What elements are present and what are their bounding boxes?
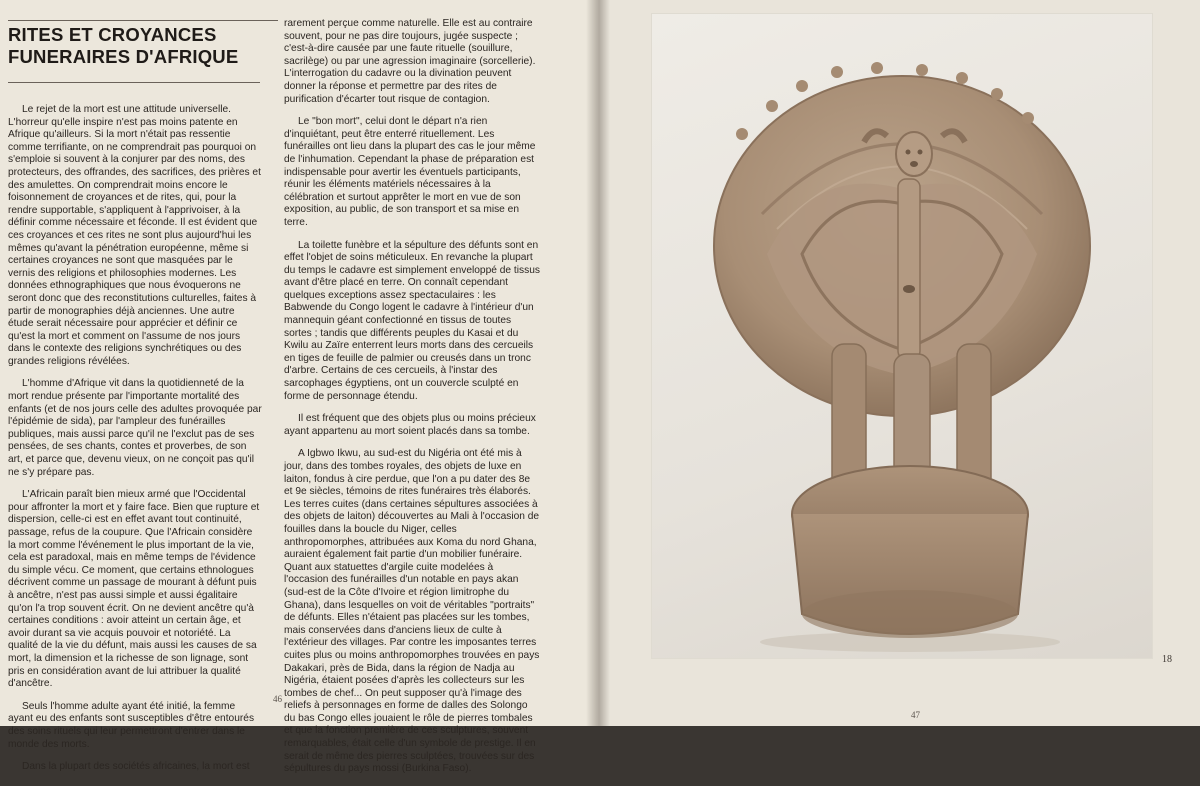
title-line-2: FUNERAIRES D'AFRIQUE bbox=[8, 46, 239, 67]
paragraph: Le "bon mort", celui dont le départ n'a rien d'inquiétant, peut être enterré rituellement. Les funérailles ont lieu dans la plupart des cas le jour même de l'inhumation. Cependant la phase de préparation est indispensable pour avertir les éventuels participants, réunir les éléments matériels nécessaires à la célébration et surtout apprêter le mort en vue de son exposition, au public, de son transport et sa mise en terre. bbox=[284, 116, 536, 228]
text-column-right bbox=[284, 18, 540, 786]
paragraph: Le rejet de la mort est une attitude universelle. L'horreur qu'elle inspire n'est pas moins patente en Afrique qu'ailleurs. Si la mort n'était pas ressentie comme terrifiante, on ne comprendrait pas pourquoi on s'emploie si souvent à la conjurer par des noms, des protecteurs, des offrandes, des sacrifices, des prières et des amulettes. On comprendrait moins encore le foisonnement de croyances et de rites, qui, pour la rendre supportable, s'appliquent à l'apprivoiser, à la définir comme nécessaire et féconde. Il est évident que ces croyances et ces rites ne sont plus aujourd'hui les mêmes qu'avant la pénétration européenne, même si certaines croyances ne sont que masquées par le vernis des religions et philosophies modernes. Les données ethnographiques que nous évoquerons ne seront donc que des reconstitutions culturelles, faites à partir de monographies déjà anciennes. Une autre étude serait nécessaire pour apprécier et définir ce qu'est la mort et comment on l'assume de nos jours dans le contexte des religions synchrétiques ou des grandes religions révélées. bbox=[8, 104, 261, 367]
page-number-left: 46 bbox=[273, 694, 282, 704]
paragraph: Dans la plupart des sociétés africaines, la mort est bbox=[22, 761, 250, 773]
title-bottom-rule bbox=[8, 82, 260, 83]
title-line-1: RITES ET CROYANCES bbox=[8, 24, 217, 45]
page-title bbox=[8, 24, 278, 68]
book-gutter-shadow bbox=[586, 0, 610, 726]
page-number-right: 47 bbox=[911, 710, 920, 720]
text-column-left bbox=[8, 104, 262, 784]
paragraph: L'Africain paraît bien mieux armé que l'Occidental pour affronter la mort et y faire face. Bien que rupture et dispersion, celle-ci est en effet avant tout continuité, passage, refus de la coupure. Que l'Africain considère la mort comme l'événement le plus important de la vie, cela est paradoxal, mais en même temps de l'évidence du simple vécu. Ce moment, que certains ethnologues décrivent comme un passage de mourant à défunt puis à ancêtre, n'est pas aussi simple et aussi égalitaire qu'on l'a trop souvent écrit. On ne devient ancêtre qu'à certaines conditions : avoir atteint un certain âge, et avoir durant sa vie acquis pouvoir et notoriété. La qualité de la vie du défunt, mais aussi les causes de sa mort, la dimension et la richesse de son lignage, sont pris en considération avant de lui attribuer la qualité d'ancêtre. bbox=[8, 489, 260, 690]
paragraph: La toilette funèbre et la sépulture des défunts sont en effet l'objet de soins méticuleux. En revanche la plupart du temps le cadavre est simplement enveloppé de tissus avant d'être placé en terre. On connaît cependant quelques exceptions assez spectaculaires : les Babwende du Congo logent le cadavre à l'intérieur d'un mannequin géant confectionné en tissus de toutes sortes ; tandis que différents peuples du Kasai et du Kwilu au Zaïre enterrent leurs morts dans des cercueils en tiges de feuille de palmier ou creusés dans un tronc d'arbre. Certains de ces cercueils, à l'instar des sarcophages égyptiens, ont un couvercle sculpté en forme de personnage étendu. bbox=[284, 239, 540, 402]
terracotta-sculpture-photo bbox=[652, 14, 1152, 658]
left-page bbox=[0, 0, 598, 775]
sculpture-illustration bbox=[652, 14, 1152, 658]
paragraph: Seuls l'homme adulte ayant été initié, la femme ayant eu des enfants sont susceptibles d'être entourés des soins rituels qui leur permettront d'entrer dans le monde des morts. bbox=[8, 700, 255, 750]
plate-number: 18 bbox=[1162, 654, 1172, 665]
paragraph: rarement perçue comme naturelle. Elle est au contraire souvent, pour ne pas dire toujours, jugée suspecte ; c'est-à-dire causée par une faute rituelle (souillure, sacrilège) ou par une agression imaginaire (sorcellerie). L'interrogation du cadavre ou la divination peuvent donner la réponse et permettre par des rites de purification d'écarter tout risque de contagion. bbox=[284, 18, 536, 105]
paragraph: L'homme d'Afrique vit dans la quotidienneté de la mort rendue présente par l'importante mortalité des enfants (et de nos jours celle des adultes provoquée par l'épidémie de sida), par l'ampleur des funérailles publiques, mais aussi parce qu'il ne l'exclut pas de ses pensées, de ses chants, contes et proverbes, de son art, et parce que, devenu vieux, on ne conçoit pas qu'il ne s'y prépare pas. bbox=[8, 378, 262, 478]
paragraph: A Igbwo Ikwu, au sud-est du Nigéria ont été mis à jour, dans des tombes royales, des objets de luxe en laiton, fondus à cire perdue, que l'on a pu dater des 8e et 9e siècles, témoins de rites funéraires très élaborés. Les terres cuites (dans certaines sépultures associées à des objets de laiton) découvertes au Mali à l'occasion de fouilles dans la boucle du Niger, celles anthropomorphes, attribuées aux Koma du nord Ghana, auraient également fait partie d'un mobilier funéraire. Quant aux statuettes d'argile cuite modelées à l'occasion des funérailles d'un notable en pays akan (sud-est de la Côte d'Ivoire et région limitrophe du Ghana), dans lesquelles on voit de véritables "portraits" de défunts. Elles n'étaient pas placées sur les tombes, mais conservées dans d'anciens lieux de culte à l'extérieur des villages. Par contre les imposantes terres cuites plus ou moins anthropomorphes trouvées en pays Dakakari, près de Bida, dans la région de Nadja au Nigéria, étaient posées d'après les collecteurs sur les tombes de chef... On peut supposer qu'à l'image des reliefs à personnages en forme de dalles des Solongo du bas Congo elles jouaient le rôle de pierres tombales et que la fonction première de ces sculptures, souvent remarquables, était celle d'un symbole de prestige. Il en serait de même des pierres sculptées, trouvées sur des sépultures du pays mossi (Burkina Faso). bbox=[284, 448, 540, 775]
title-top-rule bbox=[8, 20, 278, 21]
paragraph: Il est fréquent que des objets plus ou moins précieux ayant appartenu au mort soient placés dans sa tombe. bbox=[284, 413, 536, 437]
